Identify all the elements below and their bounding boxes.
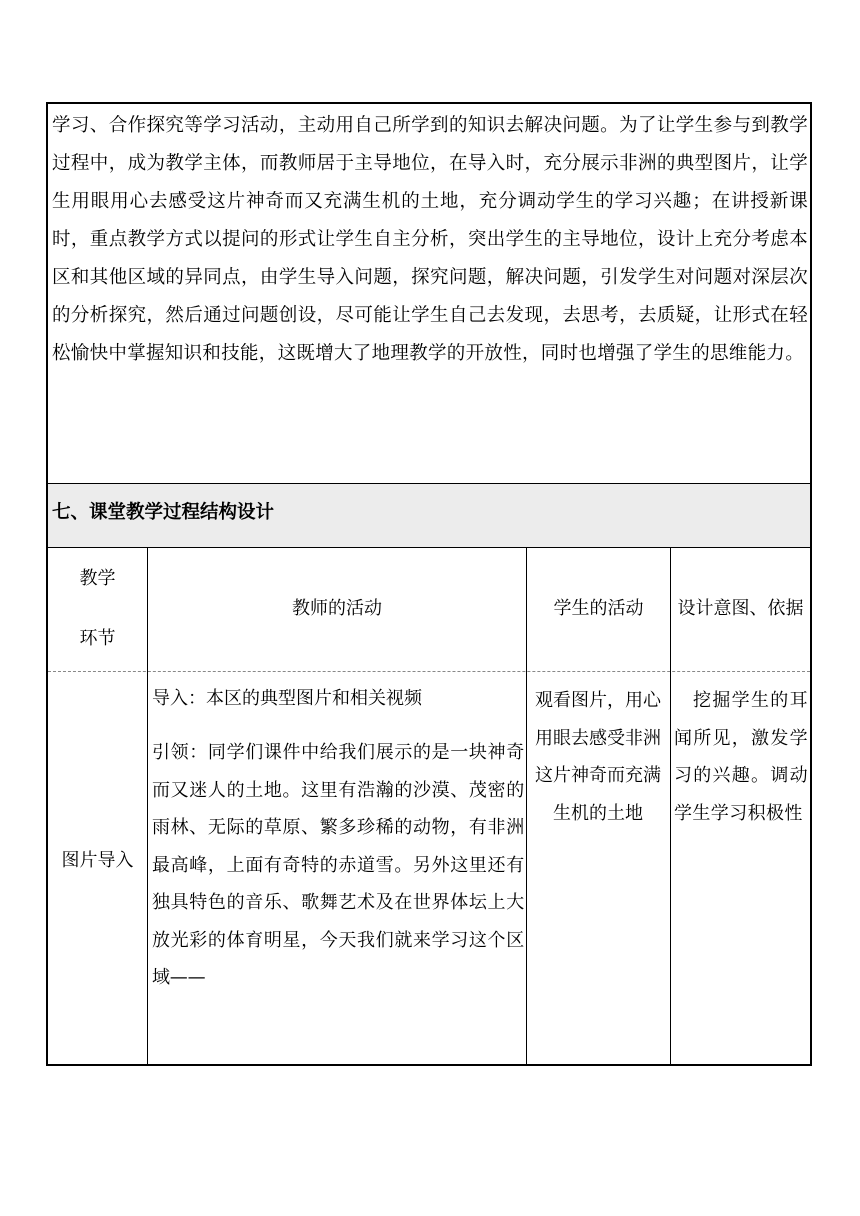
- lesson-plan-table: [46, 102, 812, 1066]
- teacher-guide-text: 引领：同学们课件中给我们展示的是一块神奇而又迷人的土地。这里有浩瀚的沙漠、茂密的雨林、无际的草原、繁多珍稀的动物，有非洲最高峰，上面有奇特的赤道雪。另外这里还有独具特色的音乐、歌舞艺术及在世界体坛上大放光彩的体育明星，今天我们就来学习这个区域——: [152, 742, 524, 988]
- teacher-activity-cell: [148, 672, 526, 1066]
- stage-label: 图片导入: [61, 850, 134, 871]
- intro-row: [48, 104, 810, 484]
- table-row: [48, 672, 810, 1066]
- column-divider: [670, 548, 671, 1066]
- design-intent-cell: [671, 672, 810, 1066]
- column-divider: [147, 548, 148, 1066]
- design-intent-text: 挖掘学生的耳闻所见，激发学习的兴趣。调动学生学习积极性: [674, 690, 808, 824]
- student-activity-cell: [527, 672, 670, 1066]
- header-stage-line2: 环节: [79, 628, 116, 649]
- table-header-row: [48, 548, 810, 672]
- section-header-row: [48, 484, 810, 548]
- teacher-lead-text: 导入：本区的典型图片和相关视频: [152, 688, 422, 709]
- header-stage-line1: 教学: [79, 568, 116, 589]
- intro-paragraph: 学习、合作探究等学习活动，主动用自己所学到的知识去解决问题。为了让学生参与到教学过程中，成为教学主体，而教师居于主导地位，在导入时，充分展示非洲的典型图片，让学生用眼用心去感受这片神奇而又充满生机的土地，充分调动学生的学习兴趣；在讲授新课时，重点教学方式以提问的形式让学生自主分析，突出学生的主导地位，设计上充分考虑本区和其他区域的异同点，由学生导入问题，探究问题，解决问题，引发学生对问题对深层次的分析探究，然后通过问题创设，尽可能让学生自己去发现，去思考，去质疑，让形式在轻松愉快中掌握知识和技能，这既增大了地理教学的开放性，同时也增强了学生的思维能力。: [52, 115, 808, 364]
- student-activity-text: 观看图片，用心用眼去感受非洲这片神奇而充满生机的土地: [535, 690, 661, 824]
- header-student-cell: [527, 548, 670, 671]
- header-stage-cell: [48, 548, 147, 671]
- section-title: 七、课堂教学过程结构设计: [52, 502, 275, 523]
- stage-cell: [48, 672, 147, 1066]
- header-teacher-cell: [148, 548, 526, 671]
- header-student-label: 学生的活动: [553, 598, 644, 619]
- header-teacher-label: 教师的活动: [292, 598, 382, 619]
- header-design-label: 设计意图、依据: [677, 598, 804, 619]
- header-design-cell: [671, 548, 810, 671]
- column-divider: [526, 548, 527, 1066]
